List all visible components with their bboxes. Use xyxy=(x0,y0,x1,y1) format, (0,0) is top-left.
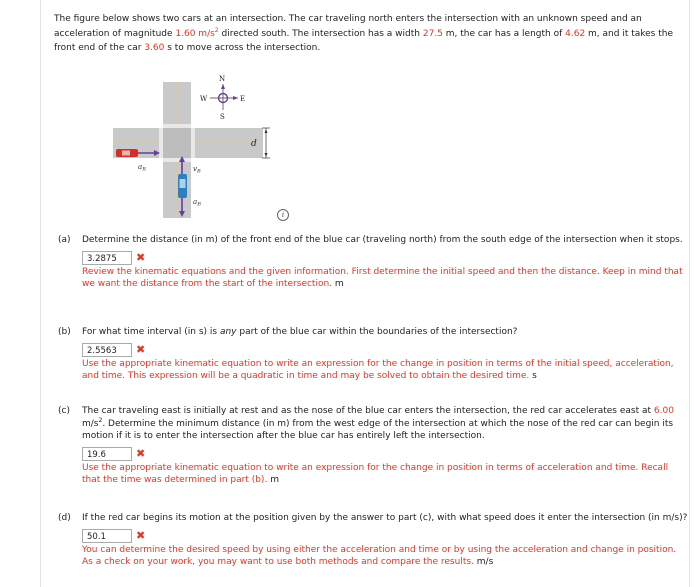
intersection-box xyxy=(163,128,191,158)
svg-text:W: W xyxy=(200,95,208,103)
given-length: 4.62 xyxy=(565,28,586,39)
incorrect-icon: ✖ xyxy=(136,250,146,264)
given-width: 27.5 xyxy=(422,28,443,39)
part-c xyxy=(58,405,688,487)
info-icon[interactable]: i xyxy=(277,209,289,221)
compass-icon xyxy=(200,75,245,121)
part-b-question: (b) For what time interval (in s) is any part of the blue car within the boundaries of the intersection? xyxy=(58,327,518,337)
part-a-question: (a) Determine the distance (in m) of the front end of the blue car (traveling north) from the south edge of the intersection when it stops. xyxy=(58,235,683,245)
given-acceleration: 1.60 xyxy=(175,28,196,39)
part-c-question: (c) The car traveling east is initially at rest and as the nose of the blue car enters the intersection, the red car accelerates east at 6.00 $m/s^2$. Determine the minimum distance (in m) from the west edge of the intersection at which the nose of the red car can begin its motion if it is to enter the intersection after the blue car has entirely left the intersection. xyxy=(58,406,674,441)
part-d-question: (d) If the red car begins its motion at the position given by the answer to part (c), with what speed does it enter the intersection (in m/s)? xyxy=(58,513,688,523)
svg-text:E: E xyxy=(240,95,246,103)
part-c-answer-input[interactable]: 19.6 xyxy=(82,447,132,461)
part-a xyxy=(58,234,688,291)
svg-text:S: S xyxy=(220,113,225,121)
intersection-figure xyxy=(108,72,278,222)
svg-text:N: N xyxy=(219,75,226,83)
part-c-hint: Use the appropriate kinematic equation to write an expression for the change in position in terms of acceleration and time. Recall that the time was determined in part (b). m xyxy=(82,462,669,485)
part-a-answer-input[interactable]: 3.2875 xyxy=(82,251,132,265)
part-d xyxy=(58,512,688,569)
label-v-b: $v_B$ xyxy=(193,165,201,175)
label-a-b: $a_B$ xyxy=(193,198,201,208)
incorrect-icon: ✖ xyxy=(136,528,146,542)
part-d-answer-input[interactable]: 50.1 xyxy=(82,529,132,543)
incorrect-icon: ✖ xyxy=(136,342,146,356)
part-b-answer-input[interactable]: 2.5563 xyxy=(82,343,132,357)
part-b xyxy=(58,326,688,383)
label-d: d xyxy=(251,139,257,149)
label-a-r: $a_R$ xyxy=(138,163,146,173)
incorrect-icon: ✖ xyxy=(136,446,146,460)
problem-intro: The figure below shows two cars at an intersection. The car traveling north enters the intersection with an unknown speed and an acceleration of magnitude 1.60 $m/s^2$ directed south. The intersection has a width 27.5 m, the car has a length of 4.62 m, and it takes the front end of the car 3.60 s to move across the intersection. xyxy=(54,14,673,53)
part-b-hint: Use the appropriate kinematic equation to write an expression for the change in position in terms of the initial speed, acceleration, and time. This expression will be a quadratic in time and may be solved to obtain the desired time. s xyxy=(82,358,674,381)
part-d-hint: You can determine the desired speed by using either the acceleration and time or by using the acceleration and change in position. As a check on your work, you may want to use both methods and compare the results. m/s xyxy=(82,544,677,567)
given-time: 3.60 xyxy=(144,43,165,53)
part-a-hint: Review the kinematic equations and the given information. First determine the initial speed and then the distance. Keep in mind that we want the distance from the start of the intersection. m xyxy=(82,266,683,289)
